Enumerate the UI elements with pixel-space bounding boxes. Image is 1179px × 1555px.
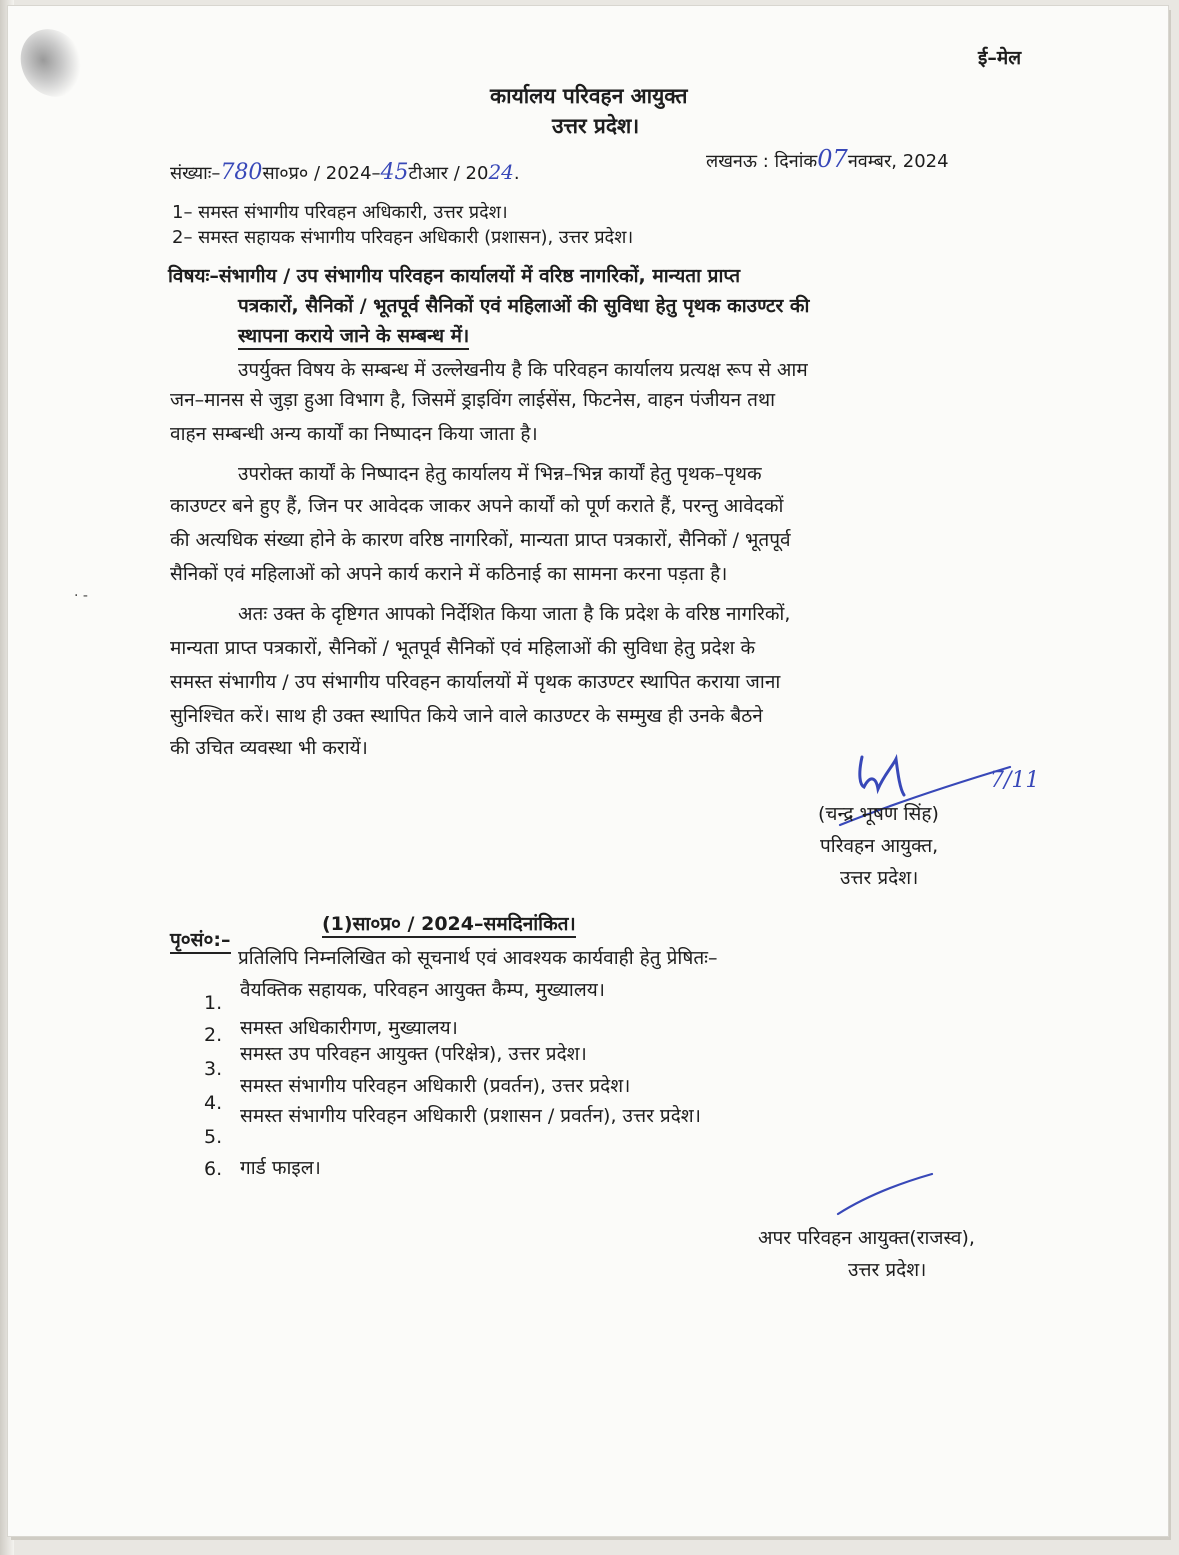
email-tag: ई–मेल <box>978 47 1022 69</box>
copy-item-text: समस्त उप परिवहन आयुक्त (परिक्षेत्र), उत्तर प्रदेश। <box>240 1043 587 1065</box>
para2-line-1: उपरोक्त कार्यों के निष्पादन हेतु कार्यालय में भिन्न–भिन्न कार्यों हेतु पृथक–पृथक <box>238 463 762 485</box>
ref-prefix: संख्याः– <box>170 163 221 184</box>
ref-middle: सा०प्र० / 2024– <box>262 163 381 184</box>
copy-item-text: गार्ड फाइल। <box>240 1157 321 1179</box>
para3-line-5: की उचित व्यवस्था भी करायें। <box>170 737 368 759</box>
endorsement-ref: (1)सा०प्र० / 2024–समदिनांकित। <box>322 910 576 938</box>
copy-item-num: 1. <box>204 992 223 1014</box>
para3-line-3: समस्त संभागीय / उप संभागीय परिवहन कार्यालयों में पृथक काउण्टर स्थापित कराया जाना <box>170 671 781 693</box>
para1-line-2: जन–मानस से जुड़ा हुआ विभाग है, जिसमें ड्राइविंग लाईसेंस, फिटनेस, वाहन पंजीयन तथा <box>170 389 776 411</box>
para3-line-4: सुनिश्चित करें। साथ ही उक्त स्थापित किये जाने वाले काउण्टर के सम्मुख ही उनके बैठने <box>170 705 763 727</box>
para2-line-4: सैनिकों एवं महिलाओं को अपने कार्य कराने में कठिनाई का सामना करना पड़ता है। <box>170 563 728 585</box>
signature-initials: 7/11 <box>990 768 1040 793</box>
endorsement-label: पृ०सं०:– <box>170 926 231 954</box>
date-line <box>706 145 949 173</box>
office-state: उत्तर प्रदेश। <box>552 114 640 138</box>
copy-item-num: 2. <box>204 1024 223 1046</box>
ref-tr: टीआर / 20 <box>408 163 489 184</box>
date-prefix: लखनऊ : दिनांक <box>706 151 818 172</box>
copy-item-num: 4. <box>204 1092 223 1114</box>
copy-item-num: 3. <box>204 1058 223 1080</box>
endorsement-intro: प्रतिलिपि निम्नलिखित को सूचनार्थ एवं आवश्यक कार्यवाही हेतु प्रेषितः– <box>238 947 718 969</box>
copy-item-text: समस्त संभागीय परिवहन अधिकारी (प्रवर्तन), उत्तर प्रदेश। <box>240 1075 631 1097</box>
ref-number-handwritten: 780 <box>220 160 263 185</box>
addressee-1: 1– समस्त संभागीय परिवहन अधिकारी, उत्तर प्रदेश। <box>172 202 508 223</box>
subject-line-1: विषयः–संभागीय / उप संभागीय परिवहन कार्यालयों में वरिष्ठ नागरिकों, मान्यता प्राप्त <box>168 265 741 287</box>
copy-item-text: समस्त संभागीय परिवहन अधिकारी (प्रशासन / प्रवर्तन), उत्तर प्रदेश। <box>240 1105 701 1127</box>
para2-line-2: काउण्टर बने हुए हैं, जिन पर आवेदक जाकर अपने कार्यों को पूर्ण कराते हैं, परन्तु आवेदकों <box>170 495 784 517</box>
second-signatory-designation: अपर परिवहन आयुक्त(राजस्व), <box>758 1227 975 1249</box>
ref-year-handwritten: 24 <box>488 160 514 184</box>
addressee-2: 2– समस्त सहायक संभागीय परिवहन अधिकारी (प्रशासन), उत्तर प्रदेश। <box>172 227 634 248</box>
copy-item-num: 6. <box>204 1158 223 1180</box>
copy-item-text: समस्त अधिकारीगण, मुख्यालय। <box>240 1017 458 1039</box>
date-suffix: नवम्बर, 2024 <box>847 151 949 172</box>
reference-number <box>170 160 520 185</box>
additional-commissioner-signature <box>830 1170 940 1220</box>
copy-item-text: वैयक्तिक सहायक, परिवहन आयुक्त कैम्प, मुख्यालय। <box>240 979 605 1001</box>
copy-item-num: 5. <box>204 1126 223 1148</box>
signatory-designation: परिवहन आयुक्त, <box>820 835 939 857</box>
para1-line-1: उपर्युक्त विषय के सम्बन्ध में उल्लेखनीय है कि परिवहन कार्यालय प्रत्यक्ष रूप से आम <box>238 359 808 381</box>
ref-suffix: . <box>513 163 520 184</box>
second-signatory-state: उत्तर प्रदेश। <box>848 1259 927 1281</box>
para1-line-3: वाहन सम्बन्धी अन्य कार्यों का निष्पादन किया जाता है। <box>170 423 538 445</box>
ref-tr-handwritten: 45 <box>380 160 409 185</box>
para2-line-3: की अत्यधिक संख्या होने के कारण वरिष्ठ नागरिकों, मान्यता प्राप्त पत्रकारों, सैनिकों / भूतपूर्व <box>170 529 791 551</box>
para3-line-2: मान्यता प्राप्त पत्रकारों, सैनिकों / भूतपूर्व सैनिकों एवं महिलाओं की सुविधा हेतु प्रदेश के <box>170 637 756 659</box>
office-title: कार्यालय परिवहन आयुक्त <box>490 84 688 108</box>
subject-line-3: स्थापना कराये जाने के सम्बन्ध में। <box>238 322 469 350</box>
margin-mark: · - <box>74 588 88 604</box>
signatory-state: उत्तर प्रदेश। <box>840 867 919 889</box>
para3-line-1: अतः उक्त के दृष्टिगत आपको निर्देशित किया जाता है कि प्रदेश के वरिष्ठ नागरिकों, <box>238 603 791 625</box>
date-handwritten: 07 <box>817 145 848 173</box>
subject-line-2: पत्रकारों, सैनिकों / भूतपूर्व सैनिकों एवं महिलाओं की सुविधा हेतु पृथक काउण्टर की <box>238 295 810 317</box>
signatory-name: (चन्द्र भूषण सिंह) <box>818 803 939 825</box>
